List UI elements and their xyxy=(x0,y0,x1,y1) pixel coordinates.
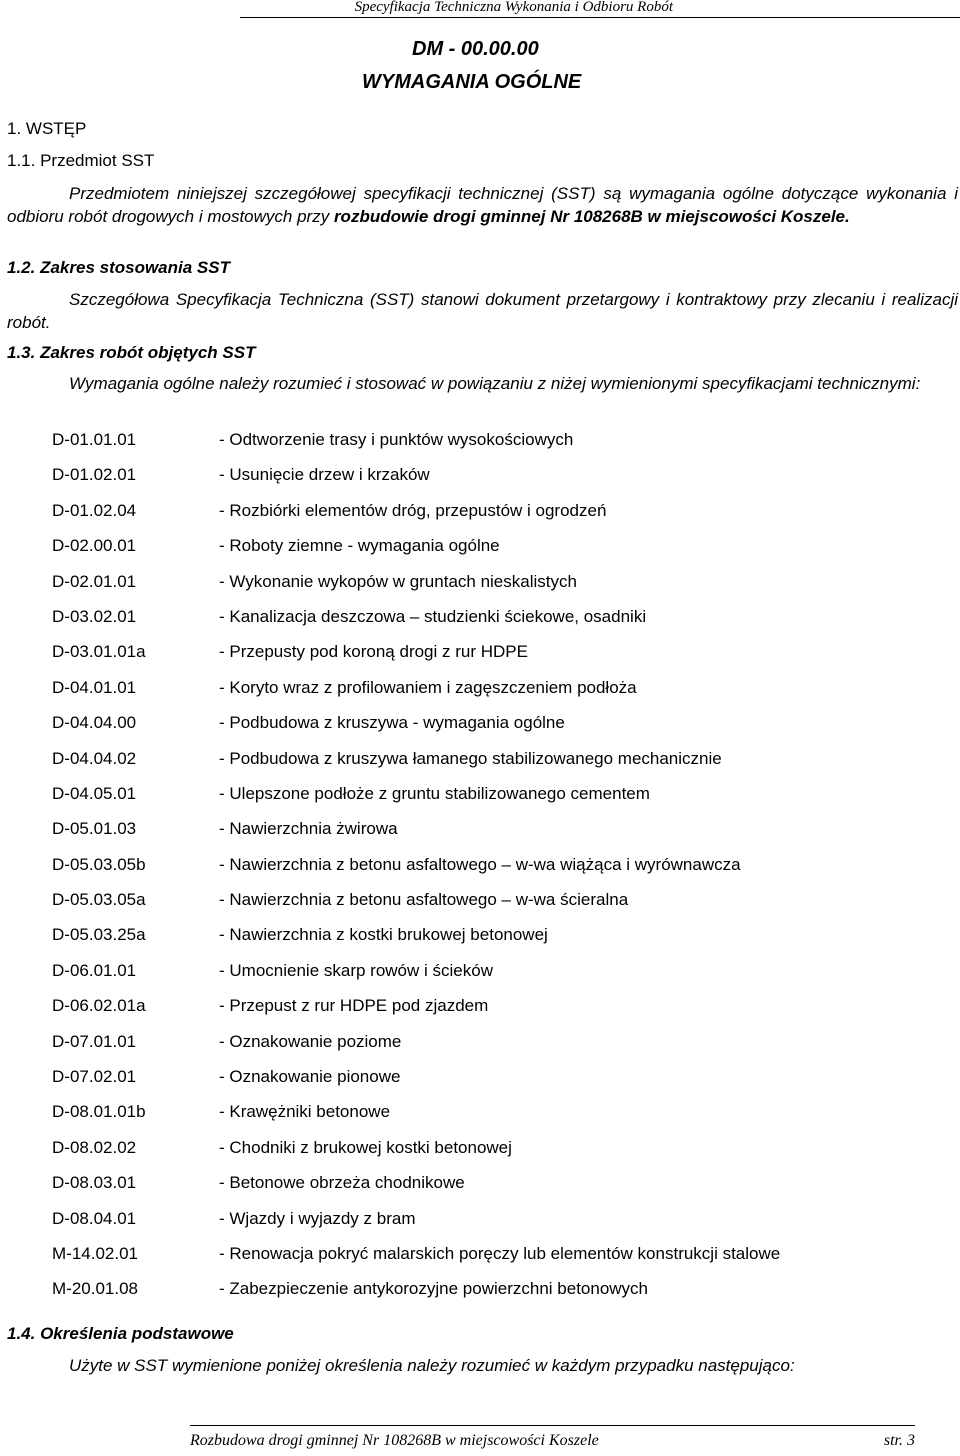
spec-description: - Podbudowa z kruszywa łamanego stabilizowanego mechanicznie xyxy=(219,748,722,768)
spec-description: - Nawierzchnia z kostki brukowej betonowej xyxy=(219,925,548,945)
spec-row xyxy=(52,890,952,925)
spec-row xyxy=(52,536,952,571)
spec-code: D-03.01.01a xyxy=(52,642,146,662)
spec-description: - Roboty ziemne - wymagania ogólne xyxy=(219,536,500,556)
spec-description: - Renowacja pokryć malarskich poręczy lub elementów konstrukcji stalowe xyxy=(219,1243,781,1263)
spec-code: D-08.03.01 xyxy=(52,1173,137,1193)
spec-row xyxy=(52,925,952,960)
spec-description: - Betonowe obrzeża chodnikowe xyxy=(219,1173,465,1193)
spec-description: - Wjazdy i wyjazdy z bram xyxy=(219,1208,416,1228)
spec-code: D-08.01.01b xyxy=(52,1102,146,1122)
spec-code: D-08.04.01 xyxy=(52,1208,137,1228)
spec-row xyxy=(52,819,952,854)
section-1-1-text: Przedmiotem niniejszej szczegółowej specyfikacji technicznej (SST) są wymagania ogólne dotyczące wykonania i odbioru robót drogowych i mostowych przy xyxy=(7,184,958,226)
page-header xyxy=(240,0,960,18)
page-number: str. 3 xyxy=(883,1432,915,1449)
spec-code: D-03.02.01 xyxy=(52,606,137,626)
spec-code: D-02.00.01 xyxy=(52,536,137,556)
spec-description: - Odtworzenie trasy i punktów wysokościowych xyxy=(219,430,574,449)
spec-code: D-05.03.05b xyxy=(52,854,146,874)
spec-row xyxy=(52,572,952,607)
spec-description: - Nawierzchnia z betonu asfaltowego – w-wa wiążąca i wyrównawcza xyxy=(219,854,741,874)
spec-code: D-06.01.01 xyxy=(52,960,137,980)
spec-code: D-04.01.01 xyxy=(52,677,137,697)
spec-row xyxy=(52,1138,952,1173)
spec-row xyxy=(52,607,952,642)
section-1-2-heading: 1.2. Zakres stosowania SST xyxy=(7,258,230,277)
section-1-3-paragraph: Wymagania ogólne należy rozumieć i stosować w powiązaniu z niżej wymienionymi specyfikacjami technicznymi: xyxy=(69,374,921,393)
spec-row xyxy=(52,713,952,748)
spec-row xyxy=(52,1279,952,1314)
spec-description: - Krawężniki betonowe xyxy=(219,1102,391,1122)
spec-code: D-01.02.04 xyxy=(52,500,137,520)
spec-code: D-08.02.02 xyxy=(52,1137,137,1157)
spec-row xyxy=(52,1032,952,1067)
spec-code: M-20.01.08 xyxy=(52,1279,138,1299)
spec-description: - Podbudowa z kruszywa - wymagania ogólne xyxy=(219,713,565,733)
spec-description: - Usunięcie drzew i krzaków xyxy=(219,465,430,485)
spec-row xyxy=(52,642,952,677)
spec-description: - Kanalizacja deszczowa – studzienki ściekowe, osadniki xyxy=(219,606,647,626)
spec-row xyxy=(52,749,952,784)
section-1-1-text-emphasis: rozbudowie drogi gminnej Nr 108268B w miejscowości Koszele. xyxy=(333,207,850,226)
spec-description: - Ulepszone podłoże z gruntu stabilizowanego cementem xyxy=(219,783,650,803)
spec-code: D-01.01.01 xyxy=(52,430,137,449)
spec-row xyxy=(52,784,952,819)
spec-code: D-05.03.05a xyxy=(52,890,146,910)
spec-code: D-07.01.01 xyxy=(52,1031,137,1051)
spec-row xyxy=(52,1102,952,1137)
spec-row xyxy=(52,501,952,536)
spec-code: D-07.02.01 xyxy=(52,1067,137,1087)
section-1-4-heading: 1.4. Określenia podstawowe xyxy=(7,1324,234,1343)
footer-project: Rozbudowa drogi gminnej Nr 108268B w miejscowości Koszele xyxy=(190,1432,599,1449)
spec-description: - Nawierzchnia z betonu asfaltowego – w-wa ścieralna xyxy=(219,890,629,910)
spec-code: D-05.01.03 xyxy=(52,819,137,839)
section-1-2-paragraph: Szczegółowa Specyfikacja Techniczna (SST) stanowi dokument przetargowy i kontraktowy przy zlecaniu i realizacji robót. xyxy=(7,290,958,332)
spec-description: - Koryto wraz z profilowaniem i zagęszczeniem podłoża xyxy=(219,677,637,697)
spec-description: - Wykonanie wykopów w gruntach nieskalistych xyxy=(219,571,577,591)
spec-row xyxy=(52,1209,952,1244)
spec-row xyxy=(52,678,952,713)
spec-row xyxy=(52,961,952,996)
spec-description: - Oznakowanie pionowe xyxy=(219,1067,401,1087)
spec-code: D-02.01.01 xyxy=(52,571,137,591)
spec-description: - Rozbiórki elementów dróg, przepustów i ogrodzeń xyxy=(219,500,607,520)
spec-description: - Przepusty pod koroną drogi z rur HDPE xyxy=(219,642,528,662)
spec-row xyxy=(52,1244,952,1279)
spec-list xyxy=(52,430,952,1315)
spec-code: D-04.04.00 xyxy=(52,713,137,733)
spec-code: D-06.02.01a xyxy=(52,996,146,1016)
spec-row xyxy=(52,996,952,1031)
running-title: Specyfikacja Techniczna Wykonania i Odbioru Robót xyxy=(354,0,673,15)
spec-description: - Zabezpieczenie antykorozyjne powierzchni betonowych xyxy=(219,1279,649,1299)
spec-row xyxy=(52,430,952,465)
document-title: WYMAGANIA OGÓLNE xyxy=(362,71,582,93)
spec-code: D-04.04.02 xyxy=(52,748,137,768)
spec-description: - Nawierzchnia żwirowa xyxy=(219,819,398,839)
spec-code: D-01.02.01 xyxy=(52,465,137,485)
section-1-heading: 1. WSTĘP xyxy=(7,119,87,138)
section-1-1-paragraph xyxy=(7,182,958,228)
spec-row xyxy=(52,465,952,500)
page-footer xyxy=(190,1425,915,1456)
section-1-1-heading: 1.1. Przedmiot SST xyxy=(7,151,155,170)
section-1-4-paragraph: Użyte w SST wymienione poniżej określenia należy rozumieć w każdym przypadku następująco: xyxy=(69,1356,795,1375)
spec-row xyxy=(52,1173,952,1208)
spec-row xyxy=(52,1067,952,1102)
spec-code: D-05.03.25a xyxy=(52,925,146,945)
spec-row xyxy=(52,855,952,890)
spec-code: D-04.05.01 xyxy=(52,783,137,803)
spec-code: M-14.02.01 xyxy=(52,1243,138,1263)
spec-description: - Przepust z rur HDPE pod zjazdem xyxy=(219,996,489,1016)
spec-description: - Chodniki z brukowej kostki betonowej xyxy=(219,1137,512,1157)
section-1-3-heading: 1.3. Zakres robót objętych SST xyxy=(7,343,256,362)
document-code: DM - 00.00.00 xyxy=(412,38,539,60)
spec-description: - Umocnienie skarp rowów i ścieków xyxy=(219,960,493,980)
spec-description: - Oznakowanie poziome xyxy=(219,1031,402,1051)
